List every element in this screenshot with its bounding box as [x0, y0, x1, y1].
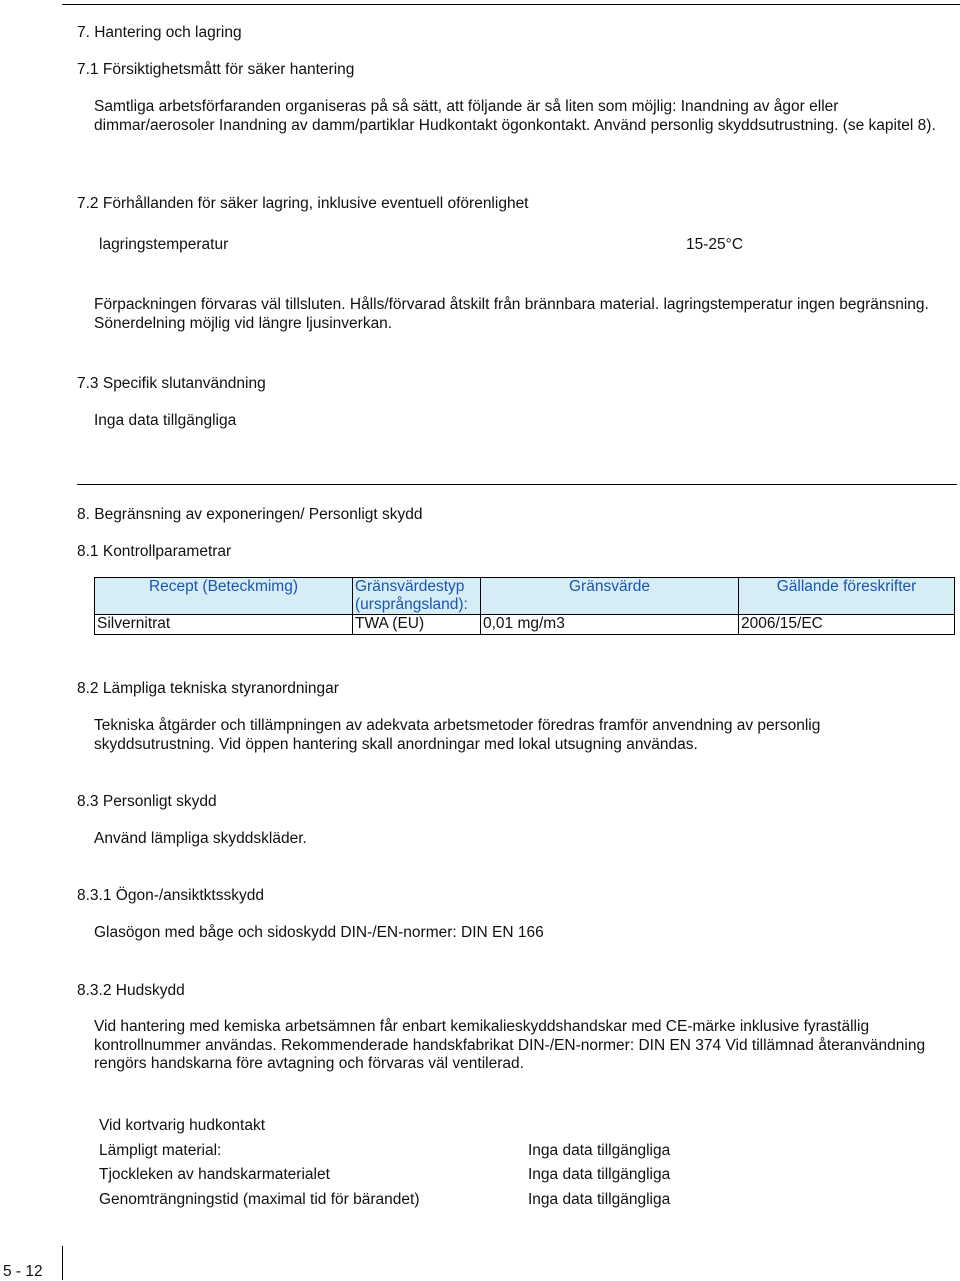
table-cell: 2006/15/EC — [739, 615, 955, 635]
section-8-2-heading: 8.2 Lämpliga tekniska styranordningar — [77, 680, 339, 697]
breakthrough-time-value: Inga data tillgängliga — [528, 1191, 671, 1208]
table-header-cell: Gällande föreskrifter — [739, 578, 955, 615]
material-label: Lämpligt material: — [99, 1142, 222, 1159]
section-8-heading: 8. Begränsning av exponeringen/ Personligt skydd — [77, 506, 423, 523]
section-7-3-heading: 7.3 Specifik slutanvändning — [77, 375, 266, 392]
section-7-2-text: Förpackningen förvaras väl tillsluten. Hålls/förvarad åtskilt från brännbara material. lagringstemperatur ingen begränsning. Sönerdelning möjlig vid längre ljusinverkan. — [94, 296, 929, 332]
page-number: 5 - 12 — [3, 1263, 43, 1280]
section-8-2-text: Tekniska åtgärder och tillämpningen av adekvata arbetsmetoder föredras framför anvendning av personlig skyddsutrustning. Vid öppen hantering skall anordningar med lokal utsugning användas. — [94, 717, 821, 753]
section-7-heading: 7. Hantering och lagring — [77, 24, 242, 41]
table-cell: TWA (EU) — [353, 615, 481, 635]
section-7-3-text: Inga data tillgängliga — [94, 412, 237, 429]
thickness-label: Tjockleken av handskarmaterialet — [99, 1166, 330, 1183]
section-8-3-1-text: Glasögon med båge och sidoskydd DIN-/EN-normer: DIN EN 166 — [94, 924, 544, 941]
section-8-1-heading: 8.1 Kontrollparametrar — [77, 543, 232, 560]
material-value: Inga data tillgängliga — [528, 1142, 671, 1159]
table-header-row — [95, 578, 955, 615]
section-divider — [77, 484, 957, 485]
section-8-3-2-heading: 8.3.2 Hudskydd — [77, 982, 185, 999]
control-parameters-table — [94, 577, 955, 635]
table-row — [95, 615, 955, 635]
breakthrough-time-label: Genomträngningstid (maximal tid för bärandet) — [99, 1191, 420, 1208]
short-contact-heading: Vid kortvarig hudkontakt — [99, 1117, 266, 1134]
section-8-3-text: Använd lämpliga skyddskläder. — [94, 830, 307, 847]
section-8-3-2-text: Vid hantering med kemiska arbetsämnen får enbart kemikalieskyddshandskar med CE-märke inklusive fyraställig kontrollnummer användas. Rekommenderade handskfabrikat DIN-/EN-normer: DIN EN 374 Vid tillämnad återanvändning rengörs handskarna före avtagning och förvaras väl ventilerad. — [94, 1018, 926, 1072]
section-7-2-heading: 7.2 Förhållanden för säker lagring, inklusive eventuell oförenlighet — [77, 195, 529, 212]
table-header-cell: Recept (Beteckmimg) — [95, 578, 353, 615]
top-rule — [62, 4, 960, 5]
section-7-1-text: Samtliga arbetsförfaranden organiseras på så sätt, att följande är så liten som möjlig: Inandning av ågor eller dimmar/aerosoler Inandning av damm/partiklar Hudkontakt ögonkontakt. Använd personlig skyddsutrustning. (se kapitel 8). — [94, 98, 936, 134]
footer-divider — [62, 1246, 63, 1280]
section-8-3-heading: 8.3 Personligt skydd — [77, 793, 217, 810]
table-header-cell: Gränsvärdestyp (ursprångsland): — [353, 578, 481, 615]
table-cell: Silvernitrat — [95, 615, 353, 635]
table-header-cell: Gränsvärde — [481, 578, 739, 615]
storage-temperature-label: lagringstemperatur — [99, 236, 229, 253]
section-7-1-heading: 7.1 Försiktighetsmått för säker hantering — [77, 61, 355, 78]
table-cell: 0,01 mg/m3 — [481, 615, 739, 635]
thickness-value: Inga data tillgängliga — [528, 1166, 671, 1183]
storage-temperature-value: 15-25°C — [686, 236, 744, 253]
section-8-3-1-heading: 8.3.1 Ögon-/ansiktktsskydd — [77, 887, 264, 904]
